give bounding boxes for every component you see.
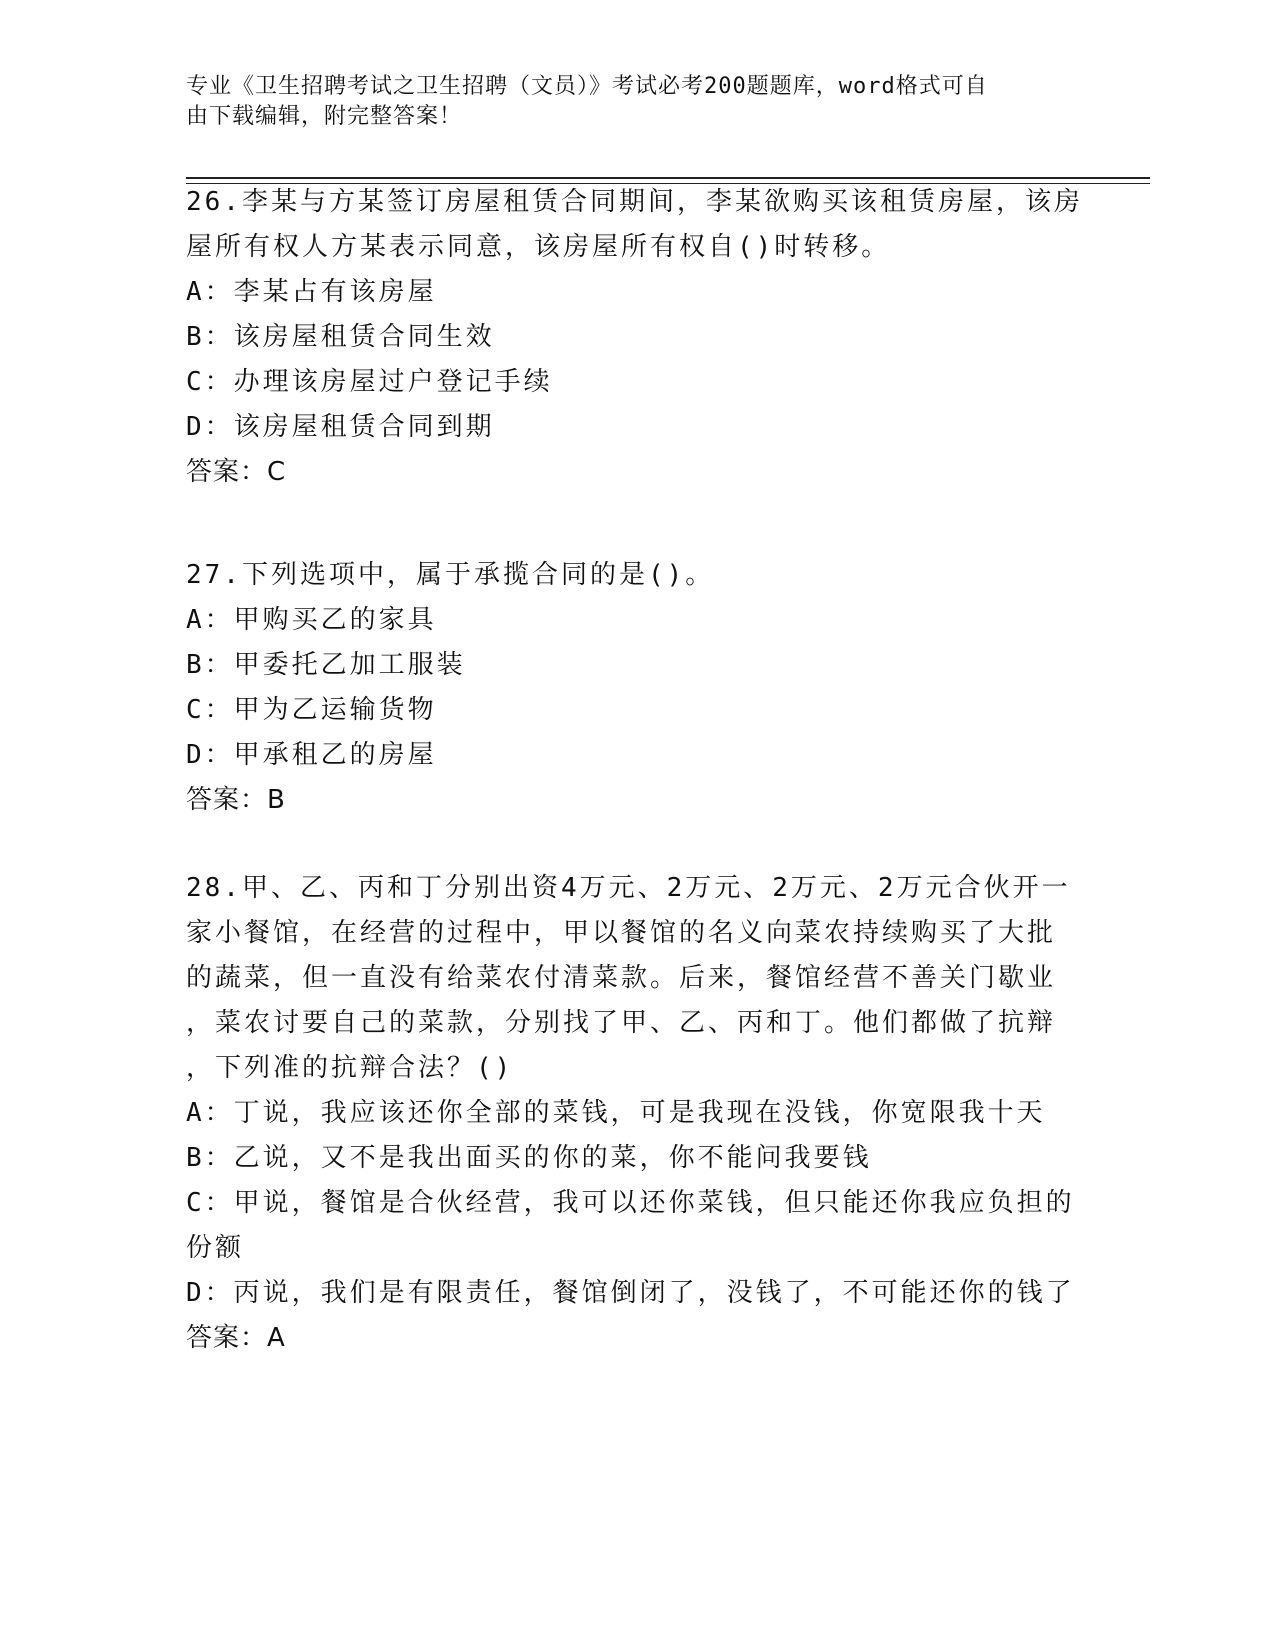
header-line: 由下载编辑，附完整答案！: [186, 104, 463, 129]
question-stem-line: ，菜农讨要自己的菜款，分别找了甲、乙、丙和丁。他们都做了抗辩: [186, 1008, 1057, 1038]
header-line: 专业《卫生招聘考试之卫生招聘（文员）》考试必考200题题库，word格式可自: [186, 74, 988, 99]
question-stem-line: ，下列准的抗辩合法？(): [186, 1053, 514, 1083]
question-stem-line: 27.下列选项中，属于承揽合同的是()。: [186, 560, 715, 590]
option-b: B：该房屋租赁合同生效: [186, 322, 495, 352]
question-26: [186, 180, 1086, 495]
option-a: A：李某占有该房屋: [186, 277, 437, 307]
option-d: D：甲承租乙的房屋: [186, 740, 437, 770]
question-27: [186, 553, 1086, 823]
option-c: C：办理该房屋过户登记手续: [186, 367, 553, 397]
option-d: D：该房屋租赁合同到期: [186, 412, 495, 442]
question-stem-line: 屋所有权人方某表示同意，该房屋所有权自()时转移。: [186, 232, 891, 262]
option-c: C：甲说，餐馆是合伙经营，我可以还你菜钱，但只能还你我应负担的: [186, 1188, 1075, 1218]
header-divider: [186, 177, 1150, 179]
option-c-continued: 份额: [186, 1233, 245, 1263]
question-stem-line: 的蔬菜，但一直没有给菜农付清菜款。后来，餐馆经营不善关门歇业: [186, 963, 1057, 993]
question-28: [186, 866, 1086, 1361]
question-stem-line: 26.李某与方某签订房屋租赁合同期间，李某欲购买该租赁房屋，该房: [186, 187, 1083, 217]
question-stem-line: 家小餐馆，在经营的过程中，甲以餐馆的名义向菜农持续购买了大批: [186, 918, 1057, 948]
option-b: B：甲委托乙加工服装: [186, 650, 466, 680]
answer: 答案：A: [186, 1323, 286, 1353]
option-a: A：丁说，我应该还你全部的菜钱，可是我现在没钱，你宽限我十天: [186, 1098, 1046, 1128]
answer: 答案：B: [186, 785, 286, 815]
option-b: B：乙说，又不是我出面买的你的菜，你不能问我要钱: [186, 1143, 872, 1173]
document-header: [186, 72, 1066, 132]
question-stem-line: 28.甲、乙、丙和丁分别出资4万元、2万元、2万元、2万元合伙开一: [186, 873, 1071, 903]
option-a: A：甲购买乙的家具: [186, 605, 437, 635]
option-d: D：丙说，我们是有限责任，餐馆倒闭了，没钱了，不可能还你的钱了: [186, 1278, 1075, 1308]
option-c: C：甲为乙运输货物: [186, 695, 437, 725]
answer: 答案：C: [186, 457, 287, 487]
